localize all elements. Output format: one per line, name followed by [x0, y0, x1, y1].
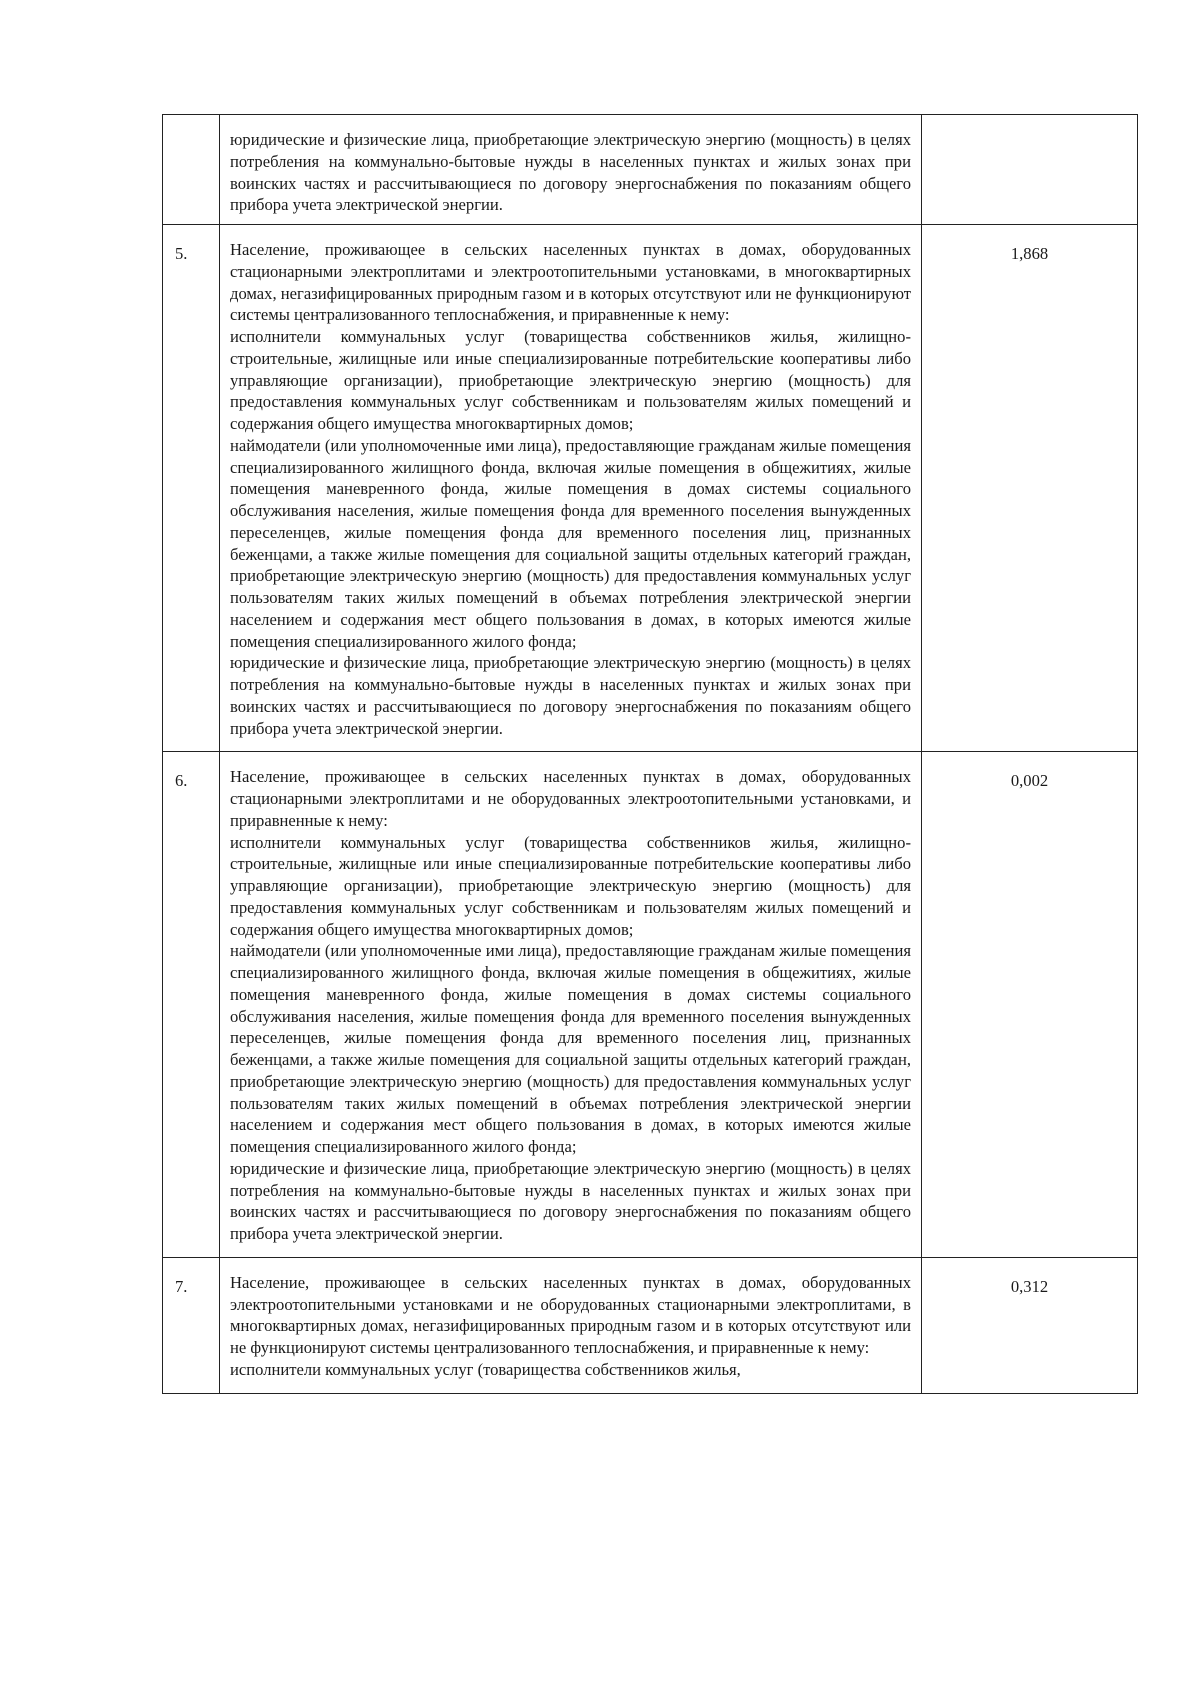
row-number-cell: [163, 1257, 220, 1393]
row-value: [922, 115, 1137, 133]
table-row: [163, 1257, 1138, 1393]
row-value-cell: [922, 225, 1138, 752]
row-description-cell: [220, 225, 922, 752]
row-description-cell: [220, 752, 922, 1258]
description-paragraph: Население, проживающее в сельских населенных пунктах в домах, оборудованных электроотопительными установками и не оборудованных стационарными электроплитами, в многоквартирных домах, негазифицированных природным газом и в которых отсутствуют или не функционируют системы централизованного теплоснабжения, и приравненные к нему:: [230, 1272, 911, 1357]
description-paragraph: исполнители коммунальных услуг (товарищества собственников жилья,: [230, 1359, 741, 1379]
row-value: 0,002: [1010, 771, 1049, 791]
row-value-cell: [922, 752, 1138, 1258]
row-number: 7.: [175, 1276, 188, 1296]
description-paragraph: Население, проживающее в сельских населенных пунктах в домах, оборудованных стационарными электроплитами и не оборудованных электроотопительными установками, и приравненные к нему:: [230, 767, 911, 830]
table-row: [163, 752, 1138, 1258]
row-description-cell: [220, 1257, 922, 1393]
description-paragraph: юридические и физические лица, приобретающие электрическую энергию (мощность) в целях потребления на коммунально-бытовые нужды в населенных пунктах и жилых зонах при воинских частях и рассчитывающиеся по договору энергоснабжения по показаниям общего прибора учета электрической энергии.: [230, 653, 911, 738]
description-paragraph: исполнители коммунальных услуг (товарищества собственников жилья, жилищно-строительные, жилищные или иные специализированные потребительские кооперативы либо управляющие организации), приобретающие электрическую энергию (мощность) для предоставления коммунальных услуг собственникам и пользователям жилых помещений и содержания общего имущества многоквартирных домов;: [230, 832, 911, 939]
row-value-cell: [922, 115, 1138, 225]
tariff-table: [162, 114, 1138, 1394]
row-value: 0,312: [1010, 1276, 1049, 1296]
row-description-cell: [220, 115, 922, 225]
description-paragraph: Население, проживающее в сельских населенных пунктах в домах, оборудованных стационарными электроплитами и электроотопительными установками, в многоквартирных домах, негазифицированных природным газом и в которых отсутствуют или не функционируют системы централизованного теплоснабжения, и приравненные к нему:: [230, 240, 911, 325]
row-number-cell: [163, 752, 220, 1258]
row-number: 6.: [175, 771, 188, 791]
row-number: [163, 115, 219, 133]
row-value-cell: [922, 1257, 1138, 1393]
row-number-cell: [163, 225, 220, 752]
description-paragraph: исполнители коммунальных услуг (товарищества собственников жилья, жилищно-строительные, жилищные или иные специализированные потребительские кооперативы либо управляющие организации), приобретающие электрическую энергию (мощность) для предоставления коммунальных услуг собственникам и пользователям жилых помещений и содержания общего имущества многоквартирных домов;: [230, 327, 911, 433]
row-number: 5.: [175, 244, 188, 263]
table-row: [163, 115, 1138, 225]
description-paragraph: наймодатели (или уполномоченные ими лица), предоставляющие гражданам жилые помещения специализированного жилищного фонда, включая жилые помещения в общежитиях, жилые помещения маневренного фонда, жилые помещения в домах системы социального обслуживания населения, жилые помещения фонда для временного поселения вынужденных переселенцев, жилые помещения фонда для временного поселения лиц, признанных беженцами, а также жилые помещения для социальной защиты отдельных категорий граждан, приобретающие электрическую энергию (мощность) для предоставления коммунальных услуг пользователям таких жилых помещений в объемах потребления электрической энергии населением и содержания мест общего пользования в домах, в которых имеются жилые помещения специализированного жилого фонда;: [230, 435, 911, 651]
table-row: [163, 225, 1138, 752]
description-paragraph: наймодатели (или уполномоченные ими лица), предоставляющие гражданам жилые помещения специализированного жилищного фонда, включая жилые помещения в общежитиях, жилые помещения маневренного фонда, жилые помещения в домах системы социального обслуживания населения, жилые помещения фонда для временного поселения вынужденных переселенцев, жилые помещения фонда для временного поселения лиц, признанных беженцами, а также жилые помещения для социальной защиты отдельных категорий граждан, приобретающие электрическую энергию (мощность) для предоставления коммунальных услуг пользователям таких жилых помещений в объемах потребления электрической энергии населением и содержания мест общего пользования в домах, в которых имеются жилые помещения специализированного жилого фонда;: [230, 941, 911, 1156]
description-paragraph: юридические и физические лица, приобретающие электрическую энергию (мощность) в целях потребления на коммунально-бытовые нужды в населенных пунктах и жилых зонах при воинских частях и рассчитывающиеся по договору энергоснабжения по показаниям общего прибора учета электрической энергии.: [230, 1158, 911, 1243]
row-number-cell: [163, 115, 220, 225]
row-value: 1,868: [1010, 244, 1049, 263]
description-paragraph: юридические и физические лица, приобретающие электрическую энергию (мощность) в целях потребления на коммунально-бытовые нужды в населенных пунктах и жилых зонах при воинских частях и рассчитывающиеся по договору энергоснабжения по показаниям общего прибора учета электрической энергии.: [230, 130, 911, 215]
